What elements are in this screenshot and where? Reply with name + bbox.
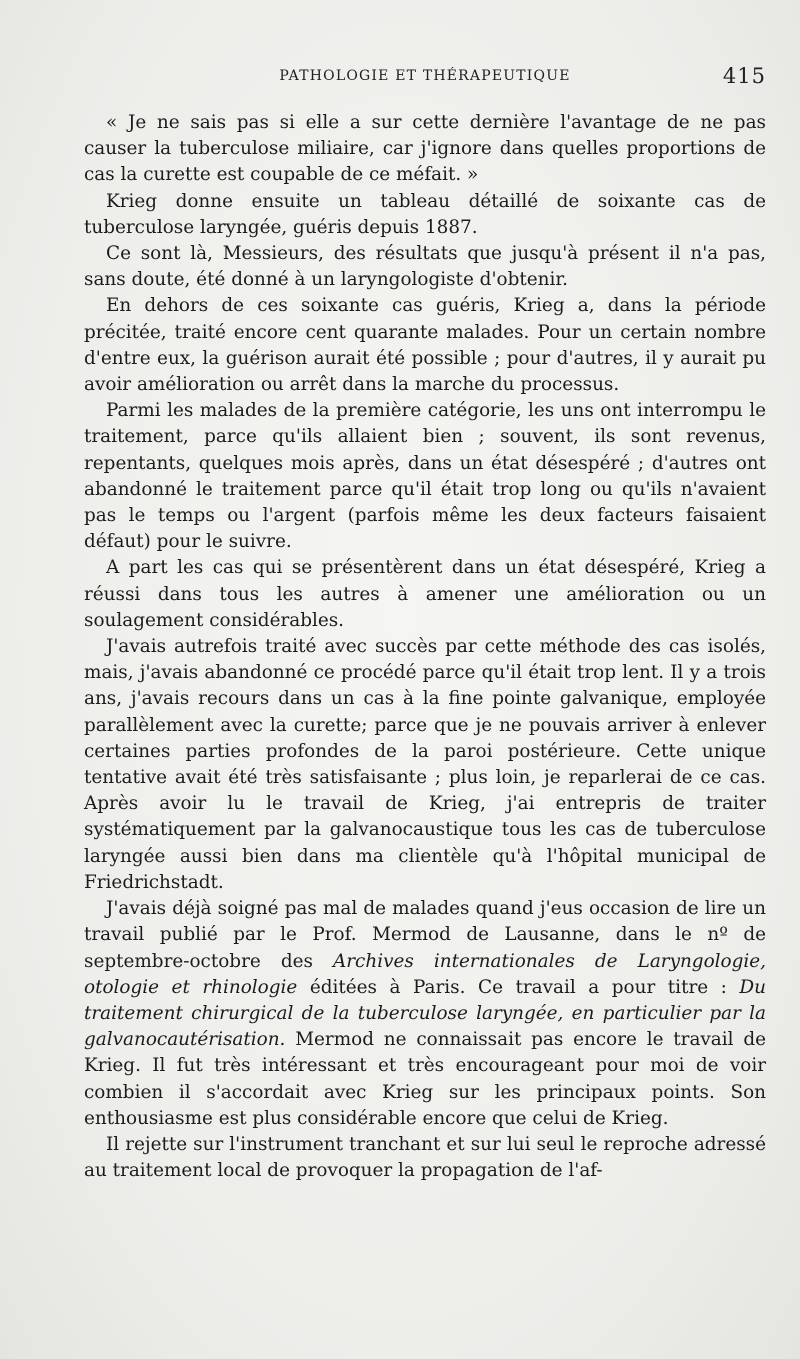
paragraph-6 (84, 555, 766, 634)
paragraph-4 (84, 293, 766, 398)
journal-title: Archives internationales de Laryngologie, otologie et rhinologie (84, 950, 766, 998)
page-number: 415 (722, 64, 766, 88)
text-span: Ce sont là, Messieurs, des résultats que jusqu'à présent il n'a pas, sans doute, été donné à un laryngologiste d'obtenir. (84, 243, 766, 291)
paragraph-7 (84, 634, 766, 896)
text-span: Il rejette sur l'instrument tranchant et sur lui seul le reproche adressé au traitement local de provoquer la propagation de l'af- (84, 1133, 766, 1182)
text-span: « Je ne sais pas si elle a sur cette dernière l'avantage de ne pas causer la tuberculose miliaire, car j'ignore dans quelles proportions de cas la curette est coupable de ce méfait. » (84, 112, 766, 186)
text-span: éditées à Paris. Ce travail a pour titre : (297, 976, 740, 998)
article-title: Du traitement chirurgical de la tuberculose laryngée, en particulier par la galvanocautérisation. (84, 976, 766, 1051)
running-head: PATHOLOGIE ET THÉRAPEUTIQUE (279, 68, 571, 84)
text-span: Parmi les malades de la première catégorie, les uns ont interrompu le traitement, parce qu'ils allaient bien ; souvent, ils sont revenus, repentants, quelques mois après, dans un état désespéré ; d'autres ont abandonné le traitement parce qu'il était trop long ou qu'ils n'avaient pas le temps ou l'argent (parfois même les deux facteurs faisaient défaut) pour le suivre. (84, 400, 766, 553)
text-span: Mermod ne connaissait pas encore le travail de Krieg. Il fut très intéressant et très encourageant pour moi de voir combien il s'accordait avec Krieg sur les principaux points. Son enthousiasme est plus considérable encore que celui de Krieg. (84, 1029, 766, 1129)
text-span: A part les cas qui se présentèrent dans un état désespéré, Krieg a réussi dans tous les autres à amener une amélioration ou un soulagement considérables. (84, 557, 766, 631)
paragraph-1 (84, 110, 766, 189)
paragraph-5 (84, 398, 766, 555)
text-span: J'avais déjà soigné pas mal de malades quand j'eus occasion de lire un travail publié par le Prof. Mermod de Lausanne, dans le nº de septembre-octobre des (84, 898, 766, 972)
paragraph-9 (84, 1132, 766, 1184)
page-header (84, 64, 766, 90)
paragraph-8 (84, 896, 766, 1132)
text-span: En dehors de ces soixante cas guéris, Krieg a, dans la période précitée, traité encore cent quarante malades. Pour un certain nombre d'entre eux, la guérison aurait été possible ; pour d'autres, il y aurait pu avoir amélioration ou arrêt dans la marche du processus. (84, 295, 766, 396)
paragraph-3 (84, 241, 766, 293)
text-span: Krieg donne ensuite un tableau détaillé de soixante cas de tuberculose laryngée, guéris depuis 1887. (84, 190, 766, 238)
paragraph-2 (84, 189, 766, 241)
body-text (84, 110, 766, 1184)
text-span: J'avais autrefois traité avec succès par cette méthode des cas isolés, mais, j'avais abandonné ce procédé parce qu'il était trop lent. Il y a trois ans, j'avais recours dans un cas à la fine pointe galvanique, employée parallèlement avec la curette; parce que je ne pouvais arriver à enlever certaines parties profondes de la paroi postérieure. Cette unique tentative avait été très satisfaisante ; plus loin, je reparlerai de ce cas. Après avoir lu le travail de Krieg, j'ai entrepris de traiter systématiquement par la galvanocaustique tous les cas de tuberculose laryngée aussi bien dans ma clientèle qu'à l'hôpital municipal de Friedrichstadt. (84, 636, 766, 893)
